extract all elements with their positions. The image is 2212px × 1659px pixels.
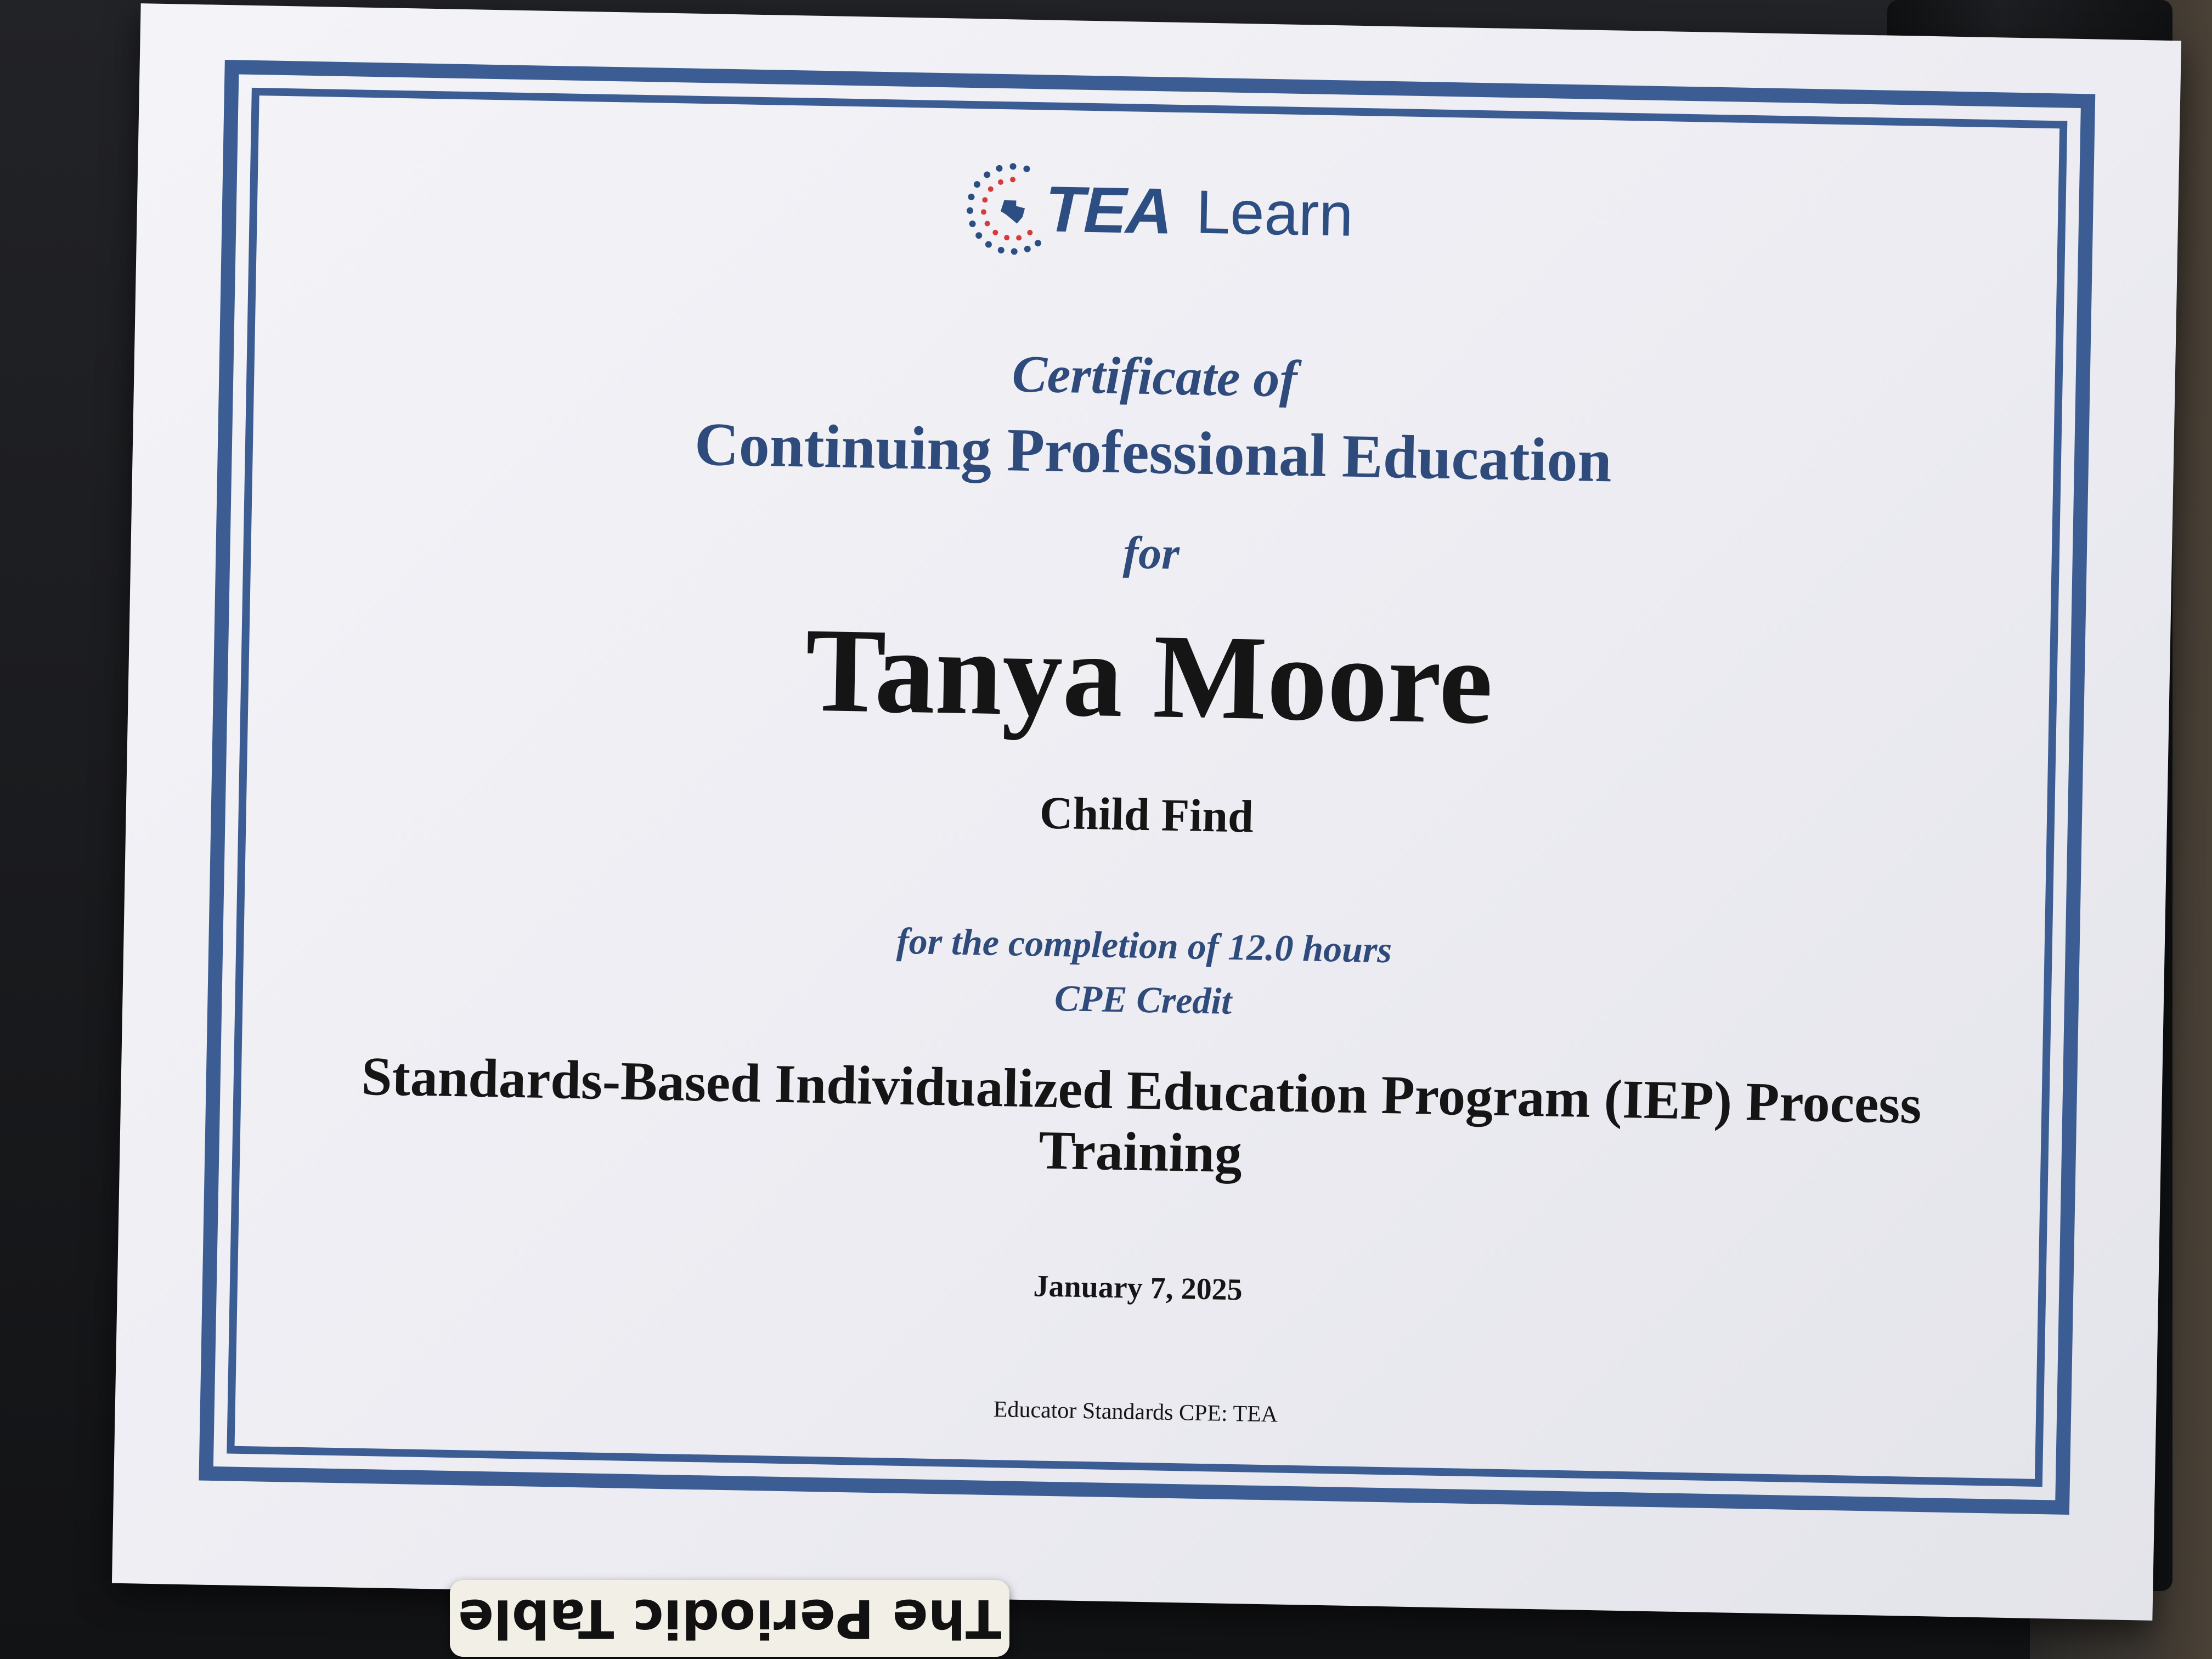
course-title: Standards-Based Individualized Education Program (IEP) Process Training: [361, 1045, 1922, 1184]
sticker-label: The Periodic Table: [458, 1588, 1002, 1649]
topic-title: Child Find: [1039, 787, 1254, 843]
completion-hours: for the completion of 12.0 hours: [896, 919, 1392, 971]
logo-text-tea: TEA: [1044, 173, 1172, 248]
provider-line: Educator Standards CPE: TEA: [993, 1397, 1278, 1427]
certificate-heading-line1: Certificate of: [1011, 344, 1298, 408]
certificate-paper: [112, 3, 2181, 1621]
completion-date: January 7, 2025: [1032, 1269, 1243, 1307]
logo-text-learn: Learn: [1195, 177, 1354, 249]
certificate-content: [236, 93, 2059, 1442]
for-label: for: [1122, 527, 1180, 580]
tea-learn-logo: [964, 156, 1354, 267]
recipient-name: Tanya Moore: [804, 602, 1494, 749]
certificate-heading-line2: Continuing Professional Education: [693, 410, 1613, 495]
credit-type: CPE Credit: [1054, 977, 1232, 1022]
periodic-table-sticker: [450, 1580, 1009, 1657]
